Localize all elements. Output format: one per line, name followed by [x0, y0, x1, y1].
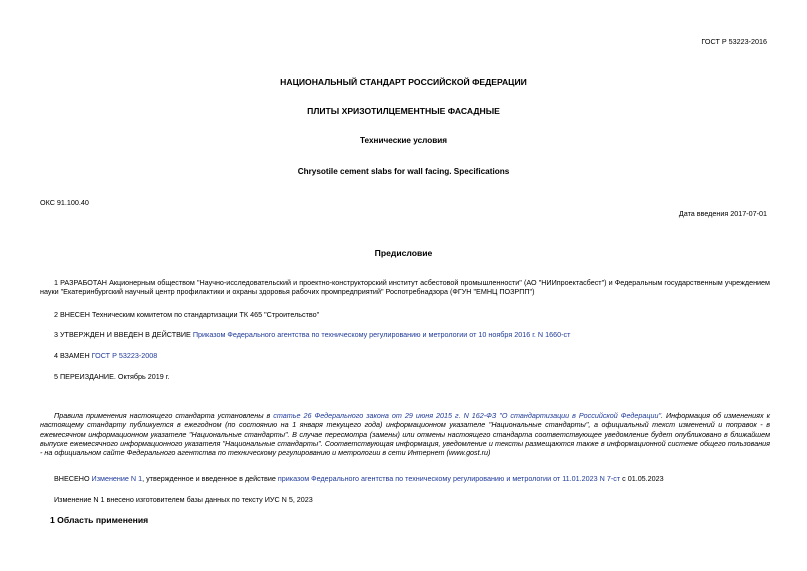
changes-suffix: с 01.05.2023 — [620, 474, 664, 483]
change-note: Изменение N 1 внесено изготовителем базы данных по тексту ИУС N 5, 2023 — [54, 495, 313, 504]
document-code: ГОСТ Р 53223-2016 — [701, 37, 767, 46]
product-title: ПЛИТЫ ХРИЗОТИЛЦЕМЕНТНЫЕ ФАСАДНЫЕ — [307, 106, 500, 116]
preface-item-1: 1 РАЗРАБОТАН Акционерным обществом "Научно-исследовательский и проектно-конструкторский институт асбестовой промышленности" (АО "НИИпроектасбест") и Федеральным государственным учреждением науки "Екатеринбургский научный центр профилактики и охраны здоровья рабочих промпредприятий" Роспотребнадзора (ФГУН "ЕМНЦ ПОЗРПП") — [40, 278, 770, 297]
oks-code: ОКС 91.100.40 — [40, 198, 89, 207]
preface-item-3 — [54, 330, 784, 339]
english-title: Chrysotile cement slabs for wall facing. Specifications — [297, 167, 510, 176]
preface-item-4 — [54, 351, 784, 360]
rules-suffix: . Информация об изменениях к настоящему стандарту публикуется в ежегодном (по состоянию на 1 января текущего года) информационном указателе "Национальные стандарты", а официальный текст изменений и поправок - в ежемесячном информационном указателе "Национальные стандарты". В случае пересмотра (замены) или отмены настоящего стандарта соответствующее уведомление будет опубликовано в ближайшем выпуске ежемесячного информационного указателя "Национальные стандарты". Соответствующая информация, уведомление и тексты размещаются также в информационной системе общего пользования - на официальном сайте Федерального агентства по техническому регулированию и метрологии в сети Интернет (www.gost.ru) — [40, 411, 770, 458]
application-rules-paragraph — [40, 411, 770, 458]
preface-item-2: 2 ВНЕСЕН Техническим комитетом по стандартизации ТК 465 "Строительство" — [54, 310, 320, 319]
changes-paragraph — [54, 474, 784, 483]
preface-item-3-prefix: 3 УТВЕРЖДЕН И ВВЕДЕН В ДЕЙСТВИЕ — [54, 330, 193, 339]
changes-middle: , утвержденное и введенное в действие — [142, 474, 278, 483]
gost-2008-link[interactable]: ГОСТ Р 53223-2008 — [91, 351, 158, 360]
preface-item-5: 5 ПЕРЕИЗДАНИЕ. Октябрь 2019 г. — [54, 372, 170, 381]
section-1-heading: 1 Область применения — [50, 515, 149, 525]
federal-law-162-link[interactable]: статье 26 Федерального закона от 29 июня 2015 г. N 162-ФЗ "О стандартизации в Российской Федерации" — [273, 411, 662, 420]
rules-prefix: Правила применения настоящего стандарта установлены в — [54, 411, 274, 420]
preface-item-4-prefix: 4 ВЗАМЕН — [54, 351, 92, 360]
preface-heading: Предисловие — [374, 248, 433, 258]
conditions-title: Технические условия — [359, 136, 448, 145]
change-1-link[interactable]: Изменение N 1 — [91, 474, 143, 483]
standard-title: НАЦИОНАЛЬНЫЙ СТАНДАРТ РОССИЙСКОЙ ФЕДЕРАЦИИ — [280, 77, 527, 87]
order-1660-link[interactable]: Приказом Федерального агентства по техническому регулированию и метрологии от 10 ноября 2016 г. N 1660-ст — [192, 330, 571, 339]
order-7-link[interactable]: приказом Федерального агентства по техническому регулированию и метрологии от 11.01.2023 N 7-ст — [277, 474, 621, 483]
introduction-date: Дата введения 2017-07-01 — [678, 209, 767, 218]
changes-prefix: ВНЕСЕНО — [54, 474, 92, 483]
